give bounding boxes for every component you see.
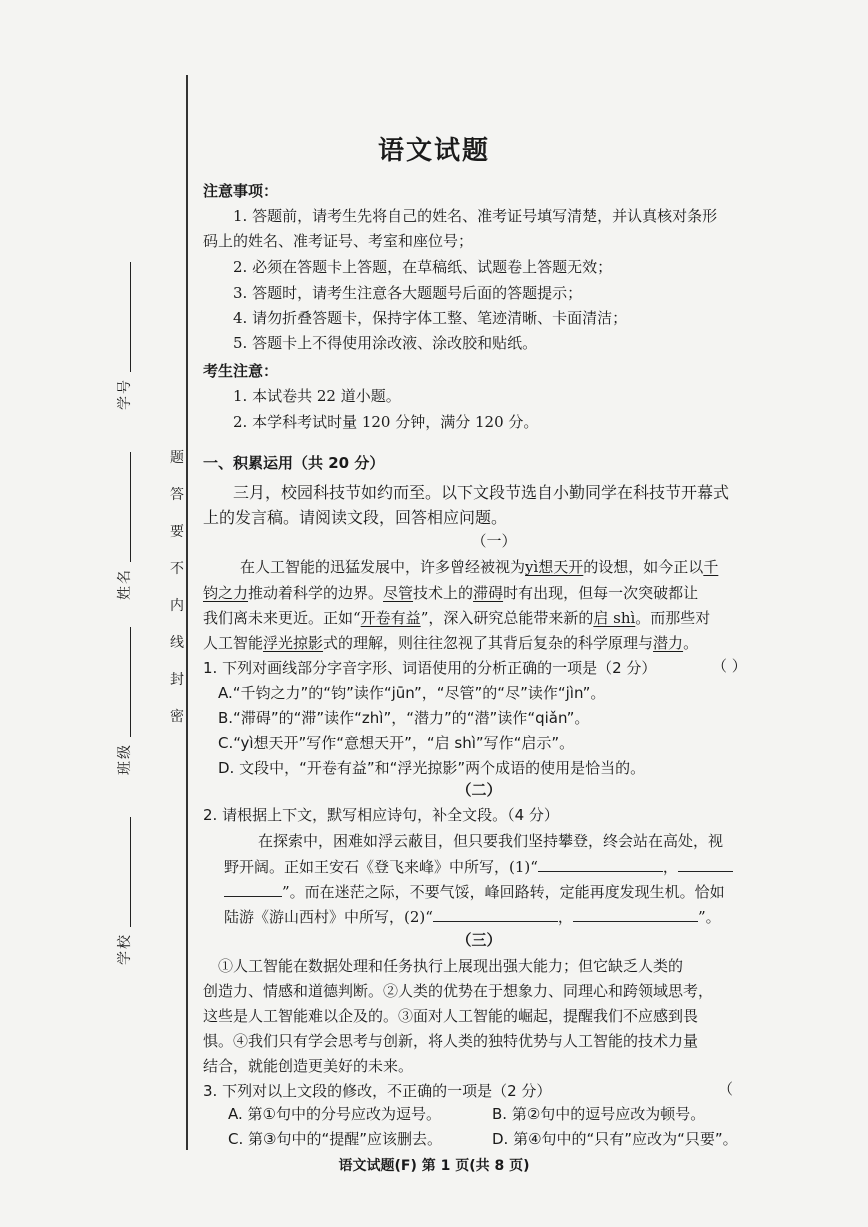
name-label: 姓名	[117, 568, 133, 600]
passage-text: 技术上的	[413, 584, 474, 602]
q1-option-d: D. 文段中，“开卷有益”和“浮光掠影”两个成语的使用是恰当的。	[218, 759, 646, 777]
school-blank	[120, 817, 131, 927]
answer-paren-1[interactable]: （ ）	[712, 657, 747, 675]
passage3-line-5: 结合，就能创造更美好的未来。	[203, 1057, 414, 1075]
passage2-line-3	[224, 881, 725, 902]
passage3-line-1: ①人工智能在数据处理和任务执行上展现出强大能力；但它缺乏人类的	[218, 957, 684, 975]
q3-option-b: B. 第②句中的逗号应改为顿号。	[492, 1105, 706, 1123]
part3-label: （三）	[456, 931, 502, 949]
warning-char: 密	[170, 709, 184, 725]
passage1-line-2	[203, 582, 698, 603]
passage-text: ”。而在迷茫之际，不要气馁，峰回路转，定能再度发现生机。恰如	[282, 883, 725, 901]
passage-text: 陆游《游山西村》中所写，(2)“	[224, 908, 433, 926]
answer-blank-2a[interactable]	[433, 907, 558, 922]
candidate-heading: 考生注意：	[203, 362, 279, 380]
q1-option-b: B.“滞碍”的“滞”读作“zhì”，“潜力”的“潜”读作“qiǎn”。	[218, 709, 590, 727]
passage-text: 的设想，如今正以	[583, 558, 704, 576]
answer-blank-1b[interactable]	[678, 857, 733, 872]
page-footer: 语文试题(F) 第 1 页(共 8 页)	[338, 1158, 530, 1174]
notice-item-4: 4. 请勿折叠答题卡，保持字体工整、笔迹清晰、卡面清洁；	[233, 309, 628, 327]
passage-text: 推动着科学的边界。	[248, 584, 384, 602]
q3-option-c: C. 第③句中的“提醒”应该删去。	[228, 1130, 443, 1148]
name-field	[114, 452, 134, 600]
underlined-term: 浮光掠影	[263, 634, 324, 652]
warning-char: 线	[170, 635, 184, 651]
q3-option-a: A. 第①句中的分号应改为逗号。	[228, 1105, 441, 1123]
number-label: 学号	[117, 378, 133, 410]
answer-blank-1c[interactable]	[224, 882, 282, 897]
number-field	[114, 262, 134, 410]
number-blank	[120, 262, 131, 372]
answer-blank-1a[interactable]	[538, 857, 663, 872]
passage-text: 。而那些对	[635, 609, 711, 627]
underlined-term: 开卷有益	[360, 609, 421, 627]
passage1-line-3	[203, 607, 710, 628]
class-field	[114, 627, 134, 775]
class-blank	[120, 627, 131, 737]
passage-text: 在人工智能的迅猛发展中，许多曾经被视为	[240, 558, 526, 576]
part2-label: （二）	[456, 781, 502, 799]
passage-text: 式的理解，则往往忽视了其背后复杂的科学原理与	[323, 634, 654, 652]
notice-heading: 注意事项：	[203, 182, 279, 200]
answer-paren-3[interactable]: （	[718, 1080, 734, 1098]
class-label: 班级	[117, 743, 133, 775]
passage-text: 野开阔。正如王安石《登飞来峰》中所写，(1)“	[224, 858, 538, 876]
section1-heading: 一、积累运用（共 20 分）	[203, 454, 385, 472]
underlined-term: 潜力	[653, 634, 684, 652]
passage3-line-4: 惧。④我们只有学会思考与创新，将人类的独特优势与人工智能的技术力量	[203, 1032, 699, 1050]
notice-item-2: 2. 必须在答题卡上答题，在草稿纸、试题卷上答题无效；	[233, 258, 613, 276]
passage-text: ”，深入研究总能带来新的	[420, 609, 594, 627]
school-label: 学校	[117, 933, 133, 965]
answer-blank-2b[interactable]	[573, 907, 698, 922]
underlined-term: yì想天开	[525, 558, 584, 576]
passage1-line-1	[240, 556, 718, 577]
notice-item-3: 3. 答题时，请考生注意各大题题号后面的答题提示；	[233, 284, 583, 302]
binding-line	[186, 75, 188, 1150]
passage-text: ，	[557, 908, 573, 926]
question-2: 2. 请根据上下文，默写相应诗句，补全文段。（4 分）	[203, 806, 559, 824]
underlined-term: 滞碍	[473, 584, 504, 602]
q3-option-d: D. 第④句中的“只有”应改为“只要”。	[492, 1130, 738, 1148]
passage2-line-2	[224, 856, 733, 877]
warning-char: 不	[170, 561, 184, 577]
candidate-item-1: 1. 本试卷共 22 道小题。	[233, 387, 401, 405]
warning-char: 内	[170, 598, 184, 614]
warning-char: 要	[170, 524, 184, 540]
warning-char: 答	[170, 487, 184, 503]
passage-text: ”。	[697, 908, 721, 926]
warning-char: 题	[170, 450, 184, 466]
passage2-line-1: 在探索中，困难如浮云蔽目，但只要我们坚持攀登，终会站在高处，视	[258, 832, 724, 850]
part1-label: （一）	[471, 532, 517, 550]
notice-item-5: 5. 答题卡上不得使用涂改液、涂改胶和贴纸。	[233, 334, 538, 352]
passage1-line-4	[203, 632, 698, 653]
question-3: 3. 下列对以上文段的修改，不正确的一项是（2 分）	[203, 1082, 552, 1100]
candidate-item-2: 2. 本学科考试时量 120 分钟，满分 120 分。	[233, 413, 539, 431]
underlined-term: 千	[703, 558, 719, 576]
section1-intro-1: 三月，校园科技节如约而至。以下文段节选自小勤同学在科技节开幕式	[233, 483, 730, 502]
q1-option-c: C.“yì想天开”写作“意想天开”，“启 shì”写作“启示”。	[218, 734, 575, 752]
underlined-term: 尽管	[383, 584, 414, 602]
notice-item-1b: 码上的姓名、准考证号、考室和座位号；	[203, 232, 474, 250]
binding-warning	[168, 440, 186, 736]
passage-text: 。	[683, 634, 699, 652]
passage-text: 我们离未来更近。正如“	[203, 609, 361, 627]
passage-text: ，	[662, 858, 678, 876]
warning-char: 封	[170, 672, 184, 688]
page-title: 语文试题	[377, 136, 490, 166]
passage-text: 人工智能	[203, 634, 264, 652]
underlined-term: 钧之力	[203, 584, 249, 602]
question-1: 1. 下列对画线部分字音字形、词语使用的分析正确的一项是（2 分）	[203, 659, 657, 677]
passage-text: 时有出现，但每一次突破都让	[503, 584, 699, 602]
passage2-line-4	[224, 906, 721, 927]
passage3-line-3: 这些是人工智能难以企及的。③面对人工智能的崛起，提醒我们不应感到畏	[203, 1007, 699, 1025]
notice-item-1a: 1. 答题前，请考生先将自己的姓名、准考证号填写清楚，并认真核对条形	[233, 207, 718, 225]
underlined-term: 启 shì	[593, 609, 636, 627]
q1-option-a: A.“千钧之力”的“钧”读作“jūn”，“尽管”的“尽”读作“jìn”。	[218, 684, 606, 702]
section1-intro-2: 上的发言稿。请阅读文段，回答相应问题。	[203, 508, 508, 527]
passage3-line-2: 创造力、情感和道德判断。②人类的优势在于想象力、同理心和跨领域思考，	[203, 982, 714, 1000]
